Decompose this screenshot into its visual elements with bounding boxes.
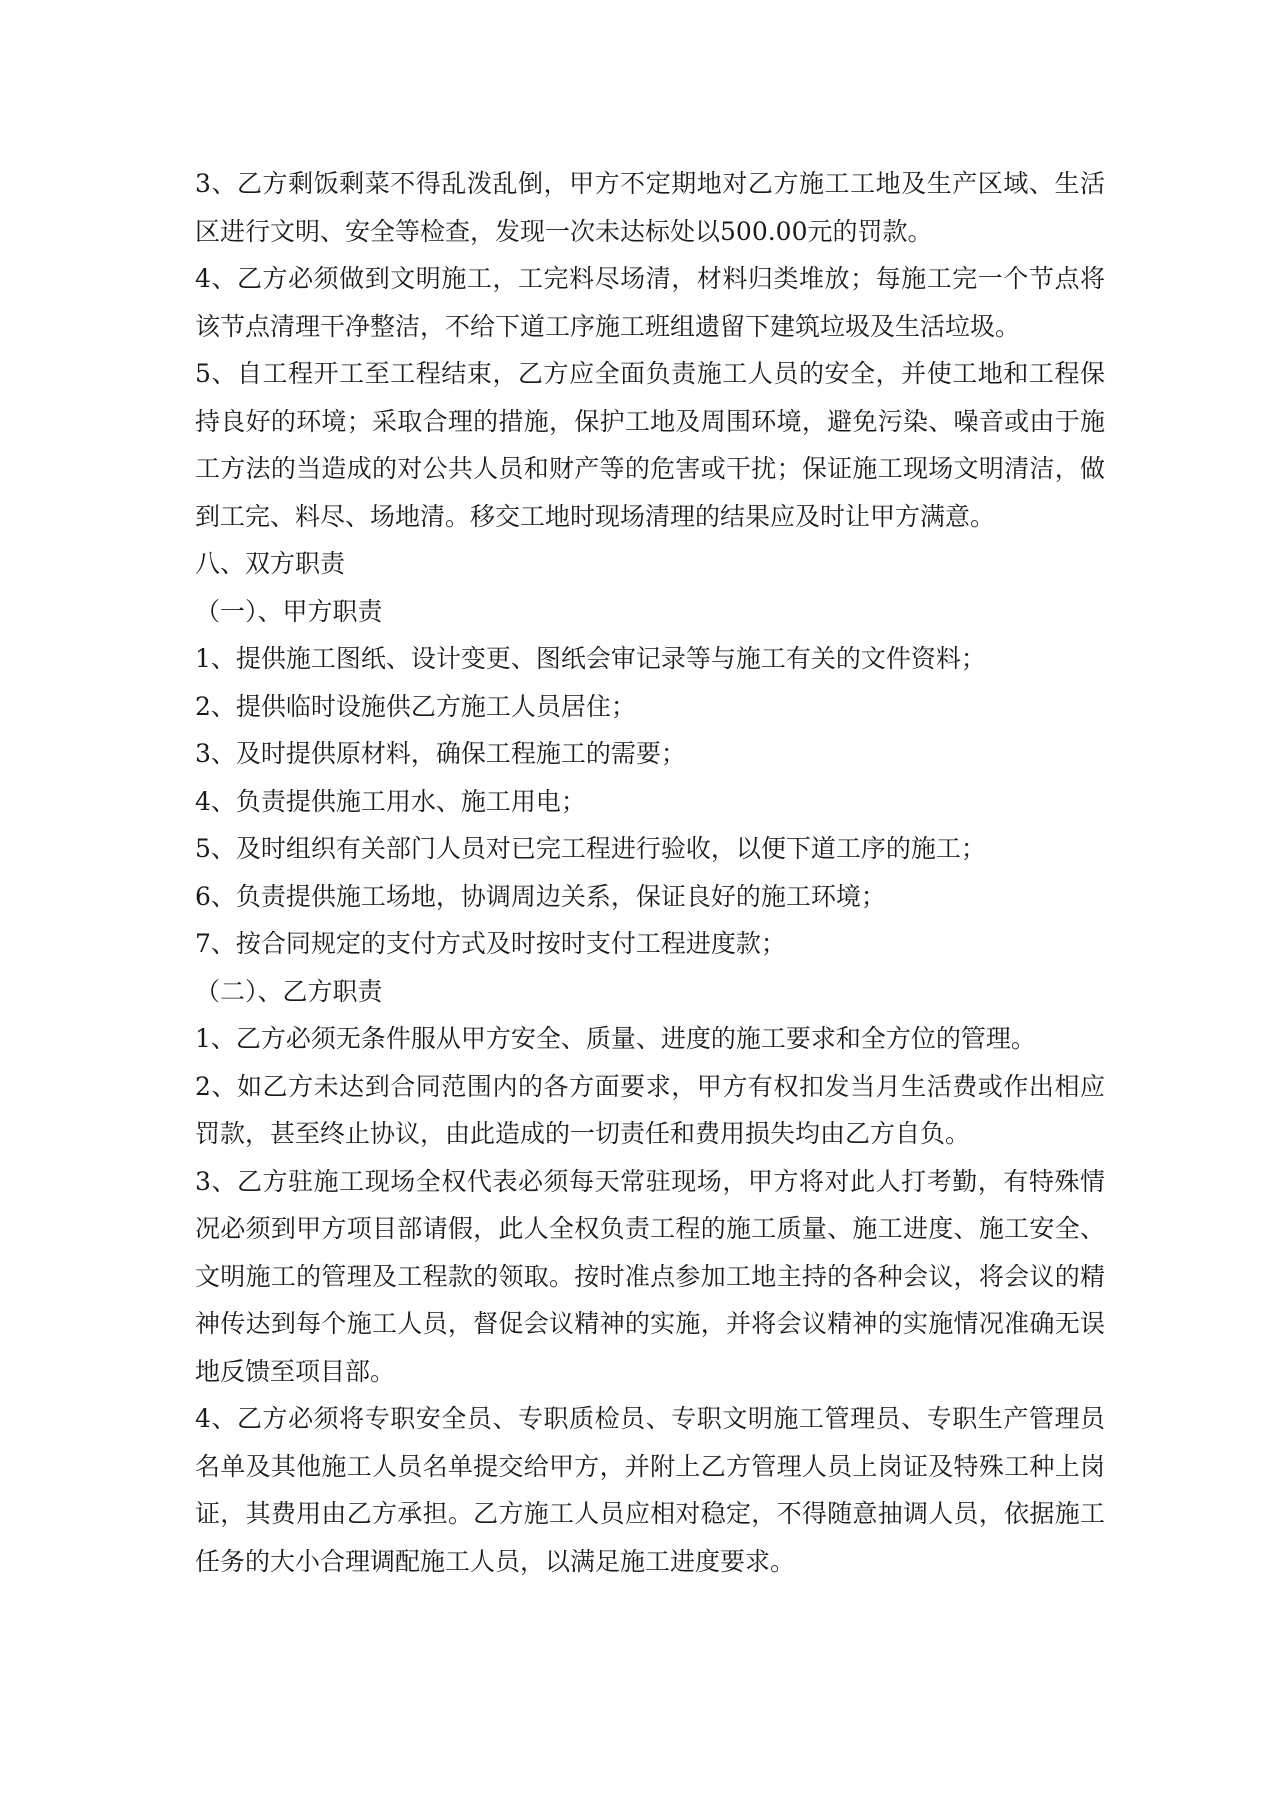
paragraph-party-b-2: 2、如乙方未达到合同范围内的各方面要求，甲方有权扣发当月生活费或作出相应罚款，甚至终止协议，由此造成的一切责任和费用损失均由乙方自负。 xyxy=(195,1071,1105,1148)
paragraph-party-a-3: 3、及时提供原材料，确保工程施工的需要； xyxy=(195,739,686,768)
paragraph-party-a-7: 7、按合同规定的支付方式及时按时支付工程进度款； xyxy=(195,929,786,958)
document-page xyxy=(195,160,1105,1585)
section-heading-8: 八、双方职责 xyxy=(195,549,346,578)
subsection-heading-party-b: （二）、乙方职责 xyxy=(195,976,383,1006)
paragraph-clause-7-5: 5、自工程开工至工程结束，乙方应全面负责施工人员的安全，并使工地和工程保持良好的环境；采取合理的措施，保护工地及周围环境，避免污染、噪音或由于施工方法的当造成的对公共人员和财产等的危害或干扰；保证施工现场文明清洁，做到工完、料尽、场地清。移交工地时现场清理的结果应及时让甲方满意。 xyxy=(195,359,1105,531)
paragraph-party-b-4: 4、乙方必须将专职安全员、专职质检员、专职文明施工管理员、专职生产管理员名单及其他施工人员名单提交给甲方，并附上乙方管理人员上岗证及特殊工种上岗证，其费用由乙方承担。乙方施工人员应相对稳定，不得随意抽调人员，依据施工任务的大小合理调配施工人员，以满足施工进度要求。 xyxy=(195,1404,1105,1576)
paragraph-party-a-1: 1、提供施工图纸、设计变更、图纸会审记录等与施工有关的文件资料； xyxy=(195,644,986,673)
paragraph-party-b-3: 3、乙方驻施工现场全权代表必须每天常驻现场，甲方将对此人打考勤，有特殊情况必须到甲方项目部请假，此人全权负责工程的施工质量、施工进度、施工安全、文明施工的管理及工程款的领取。按时准点参加工地主持的各种会议，将会议的精神传达到每个施工人员，督促会议精神的实施，并将会议精神的实施情况准确无误地反馈至项目部。 xyxy=(195,1166,1105,1386)
paragraph-clause-7-4: 4、乙方必须做到文明施工，工完料尽场清，材料归类堆放；每施工完一个节点将该节点清理干净整洁，不给下道工序施工班组遗留下建筑垃圾及生活垃圾。 xyxy=(195,264,1105,341)
paragraph-party-a-6: 6、负责提供施工场地，协调周边关系，保证良好的施工环境； xyxy=(195,881,886,911)
paragraph-party-b-1: 1、乙方必须无条件服从甲方安全、质量、进度的施工要求和全方位的管理。 xyxy=(195,1024,1036,1053)
paragraph-party-a-2: 2、提供临时设施供乙方施工人员居住； xyxy=(195,691,636,721)
paragraph-party-a-5: 5、及时组织有关部门人员对已完工程进行验收，以便下道工序的施工； xyxy=(195,834,986,863)
paragraph-clause-7-3: 3、乙方剩饭剩菜不得乱泼乱倒，甲方不定期地对乙方施工工地及生产区域、生活区进行文明、安全等检查，发现一次未达标处以500.00元的罚款。 xyxy=(195,169,1105,246)
subsection-heading-party-a: （一）、甲方职责 xyxy=(195,596,383,626)
paragraph-party-a-4: 4、负责提供施工用水、施工用电； xyxy=(195,786,586,816)
